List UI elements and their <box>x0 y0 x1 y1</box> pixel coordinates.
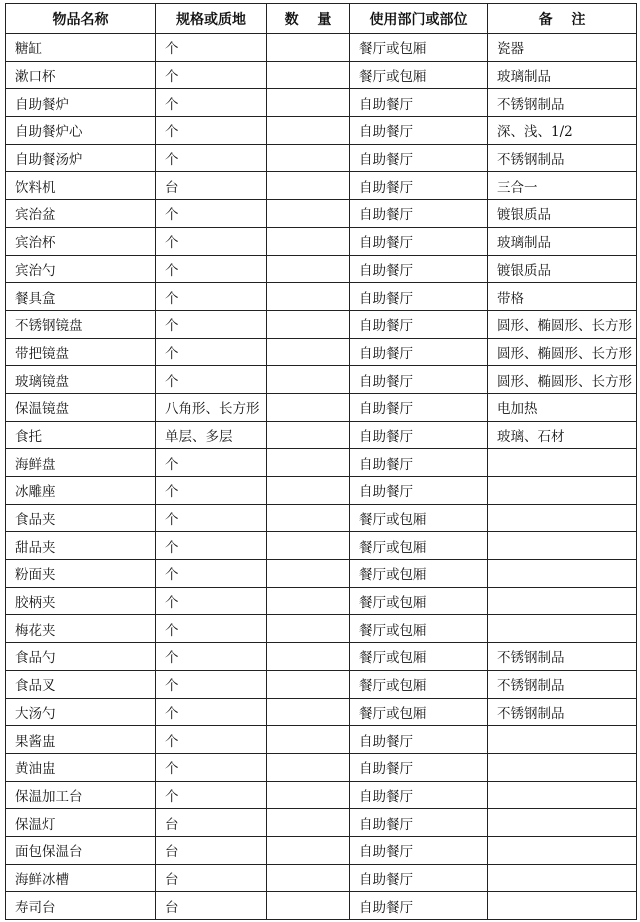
cell-item-name: 漱口杯 <box>6 62 156 89</box>
cell-note <box>488 588 637 615</box>
table-row <box>6 865 637 893</box>
cell-department: 自助餐厅 <box>350 228 488 255</box>
cell-department: 自助餐厅 <box>350 339 488 366</box>
cell-spec: 个 <box>156 117 267 144</box>
table-row <box>6 311 637 339</box>
cell-quantity <box>267 339 350 366</box>
table-row <box>6 283 637 311</box>
cell-item-name: 不锈钢镜盘 <box>6 311 156 338</box>
cell-department: 自助餐厅 <box>350 311 488 338</box>
cell-department: 餐厅或包厢 <box>350 699 488 726</box>
cell-department: 自助餐厅 <box>350 422 488 449</box>
cell-department: 餐厅或包厢 <box>350 643 488 670</box>
header-note: 备 注 <box>488 4 637 33</box>
table-row <box>6 699 637 727</box>
cell-quantity <box>267 62 350 89</box>
cell-item-name: 宾治杯 <box>6 228 156 255</box>
cell-note: 不锈钢制品 <box>488 699 637 726</box>
cell-item-name: 黄油盅 <box>6 754 156 781</box>
cell-quantity <box>267 865 350 892</box>
cell-note: 不锈钢制品 <box>488 89 637 116</box>
cell-item-name: 食托 <box>6 422 156 449</box>
header-department: 使用部门或部位 <box>350 4 488 33</box>
cell-note <box>488 726 637 753</box>
cell-department: 自助餐厅 <box>350 892 488 919</box>
cell-department: 自助餐厅 <box>350 477 488 504</box>
cell-item-name: 食品叉 <box>6 671 156 698</box>
cell-department: 自助餐厅 <box>350 256 488 283</box>
cell-spec: 个 <box>156 671 267 698</box>
cell-spec: 台 <box>156 892 267 919</box>
table-header-row <box>6 4 637 34</box>
cell-note: 瓷器 <box>488 34 637 61</box>
cell-spec: 个 <box>156 532 267 559</box>
cell-department: 自助餐厅 <box>350 200 488 227</box>
cell-item-name: 保温灯 <box>6 809 156 836</box>
cell-quantity <box>267 699 350 726</box>
cell-department: 餐厅或包厢 <box>350 62 488 89</box>
cell-department: 自助餐厅 <box>350 117 488 144</box>
cell-spec: 个 <box>156 89 267 116</box>
table-row <box>6 366 637 394</box>
cell-department: 自助餐厅 <box>350 837 488 864</box>
cell-quantity <box>267 837 350 864</box>
cell-note <box>488 560 637 587</box>
cell-item-name: 海鲜冰槽 <box>6 865 156 892</box>
cell-spec: 单层、多层 <box>156 422 267 449</box>
cell-quantity <box>267 560 350 587</box>
cell-item-name: 梅花夹 <box>6 615 156 642</box>
cell-quantity <box>267 89 350 116</box>
cell-item-name: 宾治盆 <box>6 200 156 227</box>
cell-item-name: 自助餐炉心 <box>6 117 156 144</box>
cell-item-name: 宾治勺 <box>6 256 156 283</box>
cell-department: 餐厅或包厢 <box>350 588 488 615</box>
cell-spec: 个 <box>156 588 267 615</box>
cell-spec: 个 <box>156 643 267 670</box>
cell-item-name: 玻璃镜盘 <box>6 366 156 393</box>
table-row <box>6 89 637 117</box>
cell-note: 三合一 <box>488 172 637 199</box>
table-row <box>6 34 637 62</box>
cell-quantity <box>267 643 350 670</box>
cell-item-name: 带把镜盘 <box>6 339 156 366</box>
table-row <box>6 339 637 367</box>
cell-note: 镀银质品 <box>488 256 637 283</box>
cell-spec: 个 <box>156 145 267 172</box>
cell-note: 镀银质品 <box>488 200 637 227</box>
cell-quantity <box>267 754 350 781</box>
cell-spec: 个 <box>156 366 267 393</box>
cell-department: 自助餐厅 <box>350 782 488 809</box>
cell-spec: 个 <box>156 754 267 781</box>
cell-quantity <box>267 117 350 144</box>
table-row <box>6 671 637 699</box>
cell-note: 不锈钢制品 <box>488 671 637 698</box>
cell-item-name: 海鲜盘 <box>6 449 156 476</box>
cell-spec: 个 <box>156 62 267 89</box>
cell-spec: 个 <box>156 560 267 587</box>
cell-note: 不锈钢制品 <box>488 145 637 172</box>
cell-quantity <box>267 809 350 836</box>
cell-quantity <box>267 671 350 698</box>
cell-note <box>488 449 637 476</box>
table-row <box>6 449 637 477</box>
cell-item-name: 食品夹 <box>6 505 156 532</box>
cell-spec: 个 <box>156 283 267 310</box>
cell-quantity <box>267 782 350 809</box>
cell-note: 圆形、椭圆形、长方形 <box>488 366 637 393</box>
cell-note <box>488 837 637 864</box>
table-row <box>6 117 637 145</box>
cell-spec: 个 <box>156 782 267 809</box>
cell-spec: 台 <box>156 837 267 864</box>
header-item-name: 物品名称 <box>6 4 156 33</box>
cell-note <box>488 477 637 504</box>
cell-item-name: 粉面夹 <box>6 560 156 587</box>
cell-department: 自助餐厅 <box>350 89 488 116</box>
cell-note <box>488 809 637 836</box>
cell-department: 自助餐厅 <box>350 865 488 892</box>
cell-spec: 个 <box>156 200 267 227</box>
cell-item-name: 冰雕座 <box>6 477 156 504</box>
cell-quantity <box>267 477 350 504</box>
cell-item-name: 自助餐汤炉 <box>6 145 156 172</box>
supplies-table <box>5 3 637 920</box>
table-row <box>6 809 637 837</box>
cell-quantity <box>267 588 350 615</box>
table-row <box>6 643 637 671</box>
cell-department: 自助餐厅 <box>350 283 488 310</box>
header-spec: 规格或质地 <box>156 4 267 33</box>
cell-note <box>488 865 637 892</box>
table-row <box>6 394 637 422</box>
cell-note: 玻璃制品 <box>488 228 637 255</box>
cell-department: 餐厅或包厢 <box>350 560 488 587</box>
cell-note <box>488 505 637 532</box>
cell-department: 自助餐厅 <box>350 449 488 476</box>
cell-item-name: 保温加工台 <box>6 782 156 809</box>
cell-item-name: 食品勺 <box>6 643 156 670</box>
table-row <box>6 172 637 200</box>
cell-quantity <box>267 615 350 642</box>
table-row <box>6 754 637 782</box>
cell-note <box>488 532 637 559</box>
cell-item-name: 保温镜盘 <box>6 394 156 421</box>
cell-note: 玻璃制品 <box>488 62 637 89</box>
cell-spec: 个 <box>156 699 267 726</box>
cell-department: 自助餐厅 <box>350 809 488 836</box>
cell-note: 不锈钢制品 <box>488 643 637 670</box>
table-row <box>6 837 637 865</box>
cell-spec: 八角形、长方形 <box>156 394 267 421</box>
cell-note <box>488 892 637 919</box>
cell-quantity <box>267 394 350 421</box>
cell-quantity <box>267 172 350 199</box>
cell-spec: 个 <box>156 339 267 366</box>
table-row <box>6 422 637 450</box>
cell-quantity <box>267 366 350 393</box>
cell-spec: 个 <box>156 615 267 642</box>
cell-department: 自助餐厅 <box>350 145 488 172</box>
cell-department: 自助餐厅 <box>350 754 488 781</box>
cell-department: 自助餐厅 <box>350 366 488 393</box>
cell-note <box>488 615 637 642</box>
cell-item-name: 果酱盅 <box>6 726 156 753</box>
cell-note <box>488 754 637 781</box>
table-row <box>6 505 637 533</box>
cell-spec: 个 <box>156 449 267 476</box>
cell-quantity <box>267 422 350 449</box>
cell-item-name: 大汤勺 <box>6 699 156 726</box>
cell-note: 带格 <box>488 283 637 310</box>
cell-item-name: 自助餐炉 <box>6 89 156 116</box>
table-row <box>6 200 637 228</box>
cell-spec: 个 <box>156 477 267 504</box>
cell-spec: 个 <box>156 34 267 61</box>
cell-spec: 个 <box>156 256 267 283</box>
cell-spec: 台 <box>156 809 267 836</box>
cell-spec: 个 <box>156 505 267 532</box>
cell-quantity <box>267 228 350 255</box>
cell-quantity <box>267 505 350 532</box>
cell-department: 餐厅或包厢 <box>350 505 488 532</box>
cell-department: 餐厅或包厢 <box>350 671 488 698</box>
cell-department: 餐厅或包厢 <box>350 615 488 642</box>
cell-note: 玻璃、石材 <box>488 422 637 449</box>
cell-department: 自助餐厅 <box>350 172 488 199</box>
cell-quantity <box>267 892 350 919</box>
table-row <box>6 892 637 920</box>
table-row <box>6 588 637 616</box>
table-row <box>6 228 637 256</box>
cell-spec: 台 <box>156 865 267 892</box>
cell-quantity <box>267 145 350 172</box>
table-body <box>6 34 637 920</box>
cell-quantity <box>267 311 350 338</box>
table-row <box>6 615 637 643</box>
table-row <box>6 256 637 284</box>
table-row <box>6 782 637 810</box>
cell-note: 电加热 <box>488 394 637 421</box>
cell-spec: 个 <box>156 228 267 255</box>
cell-item-name: 甜品夹 <box>6 532 156 559</box>
cell-spec: 个 <box>156 726 267 753</box>
cell-spec: 台 <box>156 172 267 199</box>
cell-department: 餐厅或包厢 <box>350 532 488 559</box>
table-row <box>6 62 637 90</box>
table-row <box>6 560 637 588</box>
cell-quantity <box>267 34 350 61</box>
cell-quantity <box>267 256 350 283</box>
cell-quantity <box>267 200 350 227</box>
cell-quantity <box>267 726 350 753</box>
cell-item-name: 饮料机 <box>6 172 156 199</box>
cell-item-name: 面包保温台 <box>6 837 156 864</box>
cell-quantity <box>267 532 350 559</box>
cell-item-name: 寿司台 <box>6 892 156 919</box>
cell-note <box>488 782 637 809</box>
cell-quantity <box>267 283 350 310</box>
table-row <box>6 726 637 754</box>
cell-department: 餐厅或包厢 <box>350 34 488 61</box>
cell-department: 自助餐厅 <box>350 726 488 753</box>
cell-department: 自助餐厅 <box>350 394 488 421</box>
cell-note: 圆形、椭圆形、长方形 <box>488 339 637 366</box>
cell-spec: 个 <box>156 311 267 338</box>
cell-note: 圆形、椭圆形、长方形 <box>488 311 637 338</box>
cell-quantity <box>267 449 350 476</box>
header-quantity: 数 量 <box>267 4 350 33</box>
cell-item-name: 糖缸 <box>6 34 156 61</box>
cell-item-name: 胶柄夹 <box>6 588 156 615</box>
table-row <box>6 145 637 173</box>
cell-item-name: 餐具盒 <box>6 283 156 310</box>
table-row <box>6 532 637 560</box>
cell-note: 深、浅、1/2 <box>488 117 637 144</box>
table-row <box>6 477 637 505</box>
